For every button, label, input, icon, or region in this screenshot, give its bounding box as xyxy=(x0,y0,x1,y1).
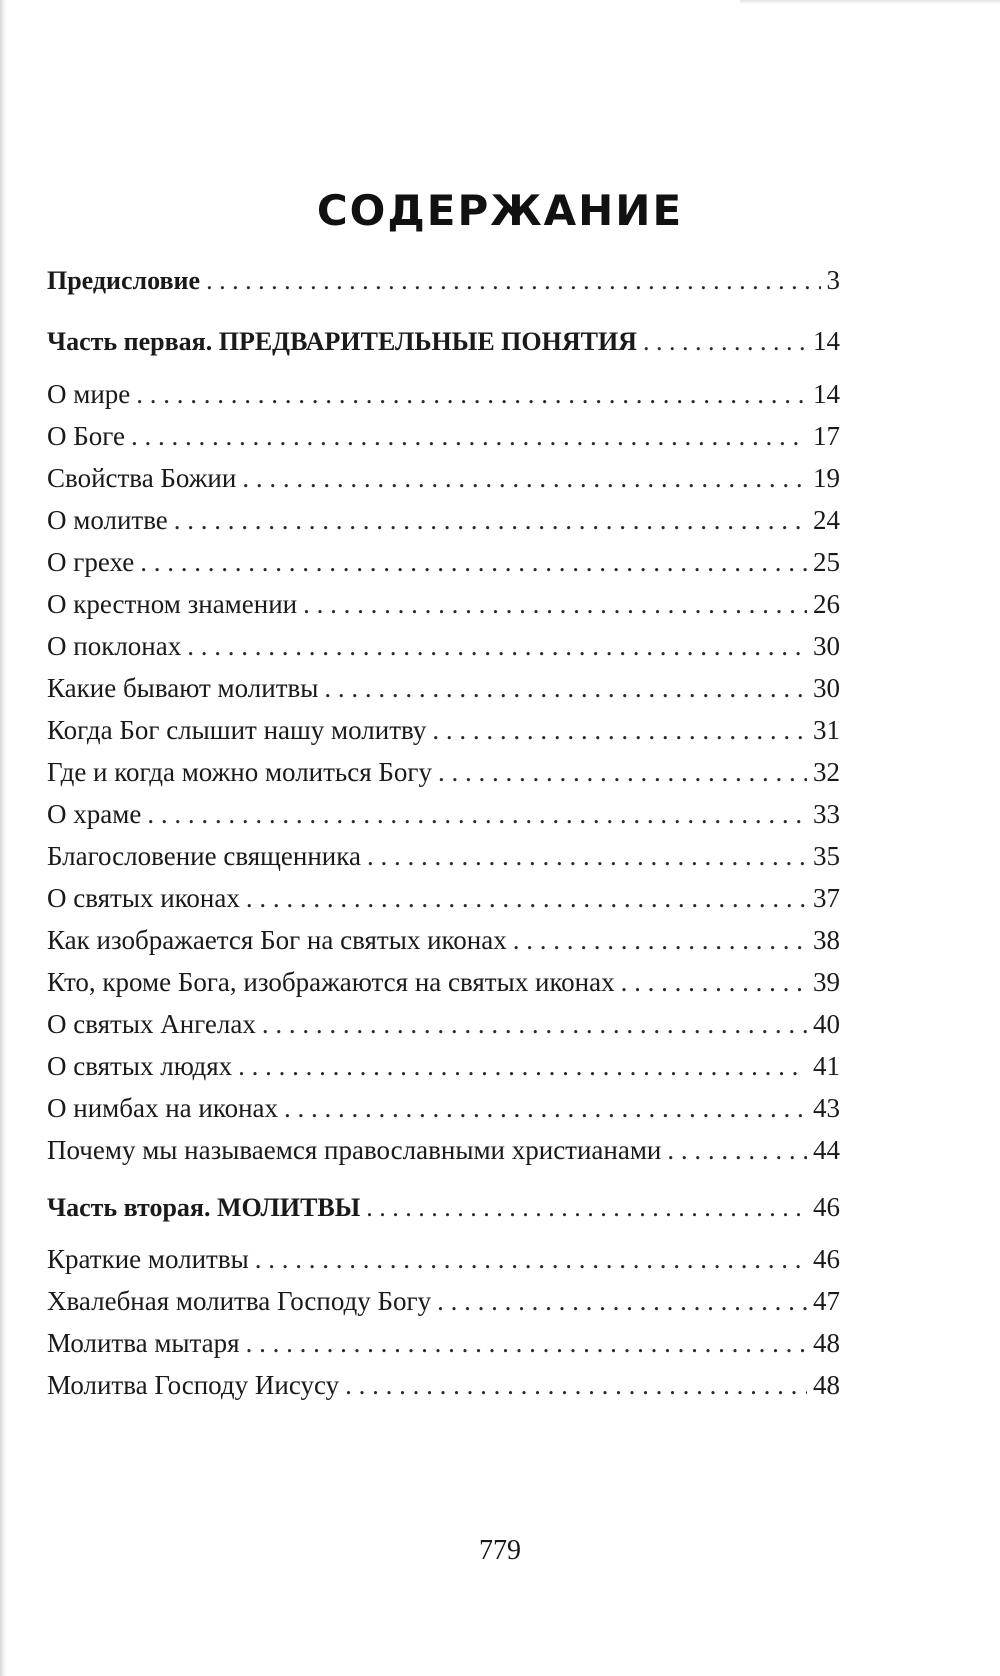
toc-entry-page: 30 xyxy=(813,631,840,661)
toc-entry-label: О мире xyxy=(47,379,131,409)
toc-entry xyxy=(47,922,840,958)
toc-leader-dots xyxy=(621,964,807,1000)
toc-entry-label: О святых иконах xyxy=(47,883,240,913)
toc-entry-page: 48 xyxy=(813,1328,840,1358)
toc-entry-page: 41 xyxy=(813,1051,840,1081)
toc-entry-page: 30 xyxy=(813,673,840,703)
toc-entry xyxy=(47,880,840,916)
page-number: 779 xyxy=(479,1535,521,1566)
toc-entry-label: О молитве xyxy=(47,505,168,535)
toc-entry-page: 25 xyxy=(813,547,840,577)
toc-entry xyxy=(47,1241,840,1277)
toc-entry-label: Кто, кроме Бога, изображаются на святых иконах xyxy=(47,967,615,997)
toc-entry-label: Какие бывают молитвы xyxy=(47,673,319,703)
toc-leader-dots xyxy=(187,628,807,664)
toc-entry-page: 37 xyxy=(813,883,840,913)
toc-entry xyxy=(47,1048,840,1084)
toc-entry xyxy=(47,1367,840,1403)
toc-leader-dots xyxy=(131,418,807,454)
toc-leader-dots xyxy=(667,1132,807,1168)
toc-entry-label: Молитва мытаря xyxy=(47,1328,240,1358)
toc-entry xyxy=(47,586,840,622)
toc-leader-dots xyxy=(345,1367,807,1403)
toc-entry-page: 44 xyxy=(813,1135,840,1165)
toc-entry-page: 40 xyxy=(813,1009,840,1039)
toc-entry-label xyxy=(47,1190,360,1226)
toc-leader-dots xyxy=(206,263,820,299)
toc-entry-label: Предисловие xyxy=(47,266,201,295)
toc-entry-page: 33 xyxy=(813,799,840,829)
toc-entry-label: О святых людях xyxy=(47,1051,233,1081)
toc-entry xyxy=(47,964,840,1000)
toc-entry-label: Молитва Господу Иисусу xyxy=(47,1370,340,1400)
toc-entry-page: 35 xyxy=(813,841,840,871)
toc-entry-label: Почему мы называемся православными христианами xyxy=(47,1135,662,1165)
toc-leader-dots xyxy=(643,324,807,360)
toc-entry xyxy=(47,838,840,874)
toc-part-title: МОЛИТВЫ xyxy=(217,1193,361,1222)
toc-leader-dots xyxy=(242,460,807,496)
toc-leader-dots xyxy=(246,880,807,916)
toc-entry-page: 38 xyxy=(813,925,840,955)
toc-entry-page: 24 xyxy=(813,505,840,535)
toc-leader-dots xyxy=(324,670,807,706)
toc-leader-dots xyxy=(366,1190,807,1226)
toc-part-prefix: Часть первая. xyxy=(47,327,219,356)
toc-part-title: ПРЕДВАРИТЕЛЬНЫЕ ПОНЯТИЯ xyxy=(218,327,637,356)
toc-entry xyxy=(47,1325,840,1361)
toc-entry-page: 14 xyxy=(813,326,840,356)
toc-entry-label: Краткие молитвы xyxy=(47,1244,249,1274)
toc-leader-dots xyxy=(303,586,807,622)
toc-entry xyxy=(47,1283,840,1319)
toc-entry xyxy=(47,376,840,412)
toc-entry-label: Когда Бог слышит нашу молитву xyxy=(47,715,427,745)
toc-leader-dots xyxy=(262,1006,807,1042)
toc-leader-dots xyxy=(238,1048,807,1084)
toc-leader-dots xyxy=(140,544,807,580)
page-edge-shadow xyxy=(0,0,7,1676)
toc-entry-label: О нимбах на иконах xyxy=(47,1093,279,1123)
toc-entry-page: 39 xyxy=(813,967,840,997)
toc-entry xyxy=(47,544,840,580)
toc-part-prefix: Часть вторая. xyxy=(47,1193,217,1222)
toc-entry-label: О Боге xyxy=(47,421,125,451)
toc-entry xyxy=(47,418,840,454)
toc-entry-label xyxy=(47,324,637,360)
toc-entry-page: 31 xyxy=(813,715,840,745)
toc-entry-page: 14 xyxy=(813,379,840,409)
toc-leader-dots xyxy=(136,376,807,412)
toc-leader-dots xyxy=(174,502,807,538)
toc-leader-dots xyxy=(438,754,807,790)
toc-entry-label: Где и когда можно молиться Богу xyxy=(47,757,432,787)
page-top-edge-shadow xyxy=(740,0,1000,4)
toc-entry-page: 43 xyxy=(813,1093,840,1123)
toc-leader-dots xyxy=(284,1090,807,1126)
page-title: СОДЕРЖАНИЕ xyxy=(316,186,684,235)
toc-leader-dots xyxy=(147,796,807,832)
toc-entry xyxy=(47,502,840,538)
toc-entry-page: 26 xyxy=(813,589,840,619)
toc-leader-dots xyxy=(367,838,807,874)
toc-entry xyxy=(47,754,840,790)
toc-entry-page: 19 xyxy=(813,463,840,493)
toc-leader-dots xyxy=(513,922,807,958)
toc-entry-label: Свойства Божии xyxy=(47,463,237,493)
toc-leader-dots xyxy=(432,712,807,748)
toc-entry xyxy=(47,1006,840,1042)
toc-entry xyxy=(47,670,840,706)
toc-entry xyxy=(47,460,840,496)
toc-entry xyxy=(47,628,840,664)
toc-entry-label: О крестном знамении xyxy=(47,589,298,619)
toc-part-one-heading xyxy=(47,323,840,359)
toc-entry-label: О поклонах xyxy=(47,631,182,661)
toc-entry-page: 47 xyxy=(813,1286,840,1316)
toc-leader-dots xyxy=(246,1325,807,1361)
toc-entry-label: Благословение священника xyxy=(47,841,361,871)
toc-entry-page: 3 xyxy=(826,265,840,295)
toc-entry-page: 48 xyxy=(813,1370,840,1400)
toc-entry-label: Хвалебная молитва Господу Богу xyxy=(47,1286,432,1316)
toc-leader-dots xyxy=(437,1283,807,1319)
toc-part-two-heading xyxy=(47,1189,840,1225)
toc-entry xyxy=(47,796,840,832)
toc-entry xyxy=(47,1132,840,1168)
toc-leader-dots xyxy=(255,1241,807,1277)
toc-entry-label: О храме xyxy=(47,799,142,829)
toc-entry-page: 46 xyxy=(813,1192,840,1222)
toc-entry-page: 32 xyxy=(813,757,840,787)
toc-entry-preface xyxy=(47,262,840,298)
toc-entry-label: Как изображается Бог на святых иконах xyxy=(47,925,507,955)
toc-entry xyxy=(47,1090,840,1126)
toc-entry-label: О грехе xyxy=(47,547,135,577)
toc-entry-label: О святых Ангелах xyxy=(47,1009,256,1039)
toc-entry-page: 17 xyxy=(813,421,840,451)
toc-entry xyxy=(47,712,840,748)
toc-entry-page: 46 xyxy=(813,1244,840,1274)
